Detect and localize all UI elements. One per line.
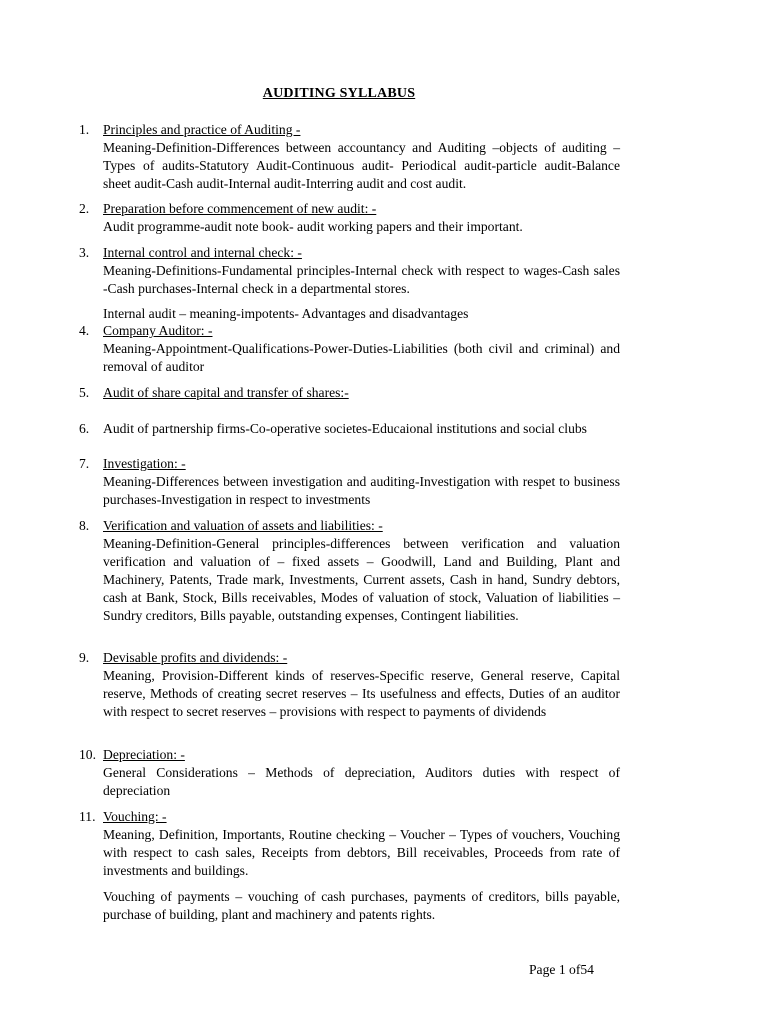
item-heading: Vouching: - — [103, 809, 167, 824]
item-number: 11. — [79, 809, 96, 824]
item-number: 5. — [79, 385, 90, 400]
item-heading: Depreciation: - — [103, 747, 185, 762]
syllabus-item-3 — [79, 244, 620, 298]
syllabus-item-9 — [79, 649, 620, 721]
page-number: Page 1 of54 — [529, 962, 594, 977]
syllabus-item-4 — [79, 322, 620, 376]
item-text: Meaning, Definition, Importants, Routine checking – Voucher – Types of vouchers, Vouching with respect to cash sales, Receipts from debtors, Bill receivables, Proceeds from rate of investments and buildings. — [103, 827, 620, 878]
item-text: Meaning-Definition-Differences between accountancy and Auditing –objects of auditing –Types of audits-Statutory Audit-Continuous audit- Periodical audit-particle audit-Balance sheet audit-Cash audit-Internal audit-Interring audit and cost audit. — [103, 140, 620, 191]
item-text: Meaning, Provision-Different kinds of reserves-Specific reserve, General reserve, Capital reserve, Methods of creating secret reserves – Its usefulness and effects, Duties of an auditor with respect to secret reserves – provisions with respect to payments of dividends — [103, 668, 620, 719]
syllabus-item-7 — [79, 455, 620, 509]
syllabus-item-2 — [79, 200, 620, 236]
item-heading: Audit of share capital and transfer of shares:- — [103, 385, 349, 400]
item-text: Meaning-Appointment-Qualifications-Power-Duties-Liabilities (both civil and criminal) and removal of auditor — [103, 341, 620, 374]
item-heading: Investigation: - — [103, 456, 186, 471]
item-number: 1. — [79, 122, 90, 137]
item-heading: Company Auditor: - — [103, 323, 213, 338]
item-number: 7. — [79, 456, 90, 471]
syllabus-item-11 — [79, 808, 620, 880]
item-number: 3. — [79, 245, 90, 260]
internal-audit-note: Internal audit – meaning-impotents- Advantages and disadvantages — [103, 306, 469, 321]
vouching-payments-paragraph: Vouching of payments – vouching of cash purchases, payments of creditors, bills payable, purchase of building, plant and machinery and patents rights. — [103, 889, 620, 922]
syllabus-item-10 — [79, 746, 620, 800]
syllabus-item-8 — [79, 517, 620, 625]
item-heading: Verification and valuation of assets and liabilities: - — [103, 518, 383, 533]
item-number: 10. — [79, 747, 96, 762]
item-text: General Considerations – Methods of depreciation, Auditors duties with respect of depreciation — [103, 765, 620, 798]
item-number: 9. — [79, 650, 90, 665]
item-text: Meaning-Definitions-Fundamental principles-Internal check with respect to wages-Cash sales -Cash purchases-Internal check in a departmental stores. — [103, 263, 620, 296]
item-heading: Internal control and internal check: - — [103, 245, 302, 260]
item-number: 2. — [79, 201, 90, 216]
item-text: Meaning-Differences between investigation and auditing-Investigation with respet to business purchases-Investigation in respect to investments — [103, 474, 620, 507]
item-heading: Preparation before commencement of new audit: - — [103, 201, 377, 216]
item-heading: Devisable profits and dividends: - — [103, 650, 288, 665]
syllabus-item-6 — [79, 420, 620, 438]
item-number: 8. — [79, 518, 90, 533]
item-text: Audit of partnership firms-Co-operative societes-Educaional institutions and social clubs — [103, 421, 587, 436]
item-number: 6. — [79, 421, 90, 436]
item-text: Meaning-Definition-General principles-differences between verification and valuation verification and valuation of – fixed assets – Goodwill, Land and Building, Plant and Machinery, Patents, Trade mark, Investments, Current assets, Cash in hand, Sundry debtors, cash at Bank, Stock, Bills receivables, Modes of valuation of stock, Valuation of liabilities – Sundry creditors, Bills payable, outstanding expenses, Contingent liabilities. — [103, 536, 620, 623]
syllabus-item-1 — [79, 121, 620, 193]
item-heading: Principles and practice of Auditing - — [103, 122, 301, 137]
syllabus-item-5 — [79, 384, 620, 402]
item-number: 4. — [79, 323, 90, 338]
item-text: Audit programme-audit note book- audit working papers and their important. — [103, 219, 523, 234]
page-title: AUDITING SYLLABUS — [262, 86, 416, 101]
